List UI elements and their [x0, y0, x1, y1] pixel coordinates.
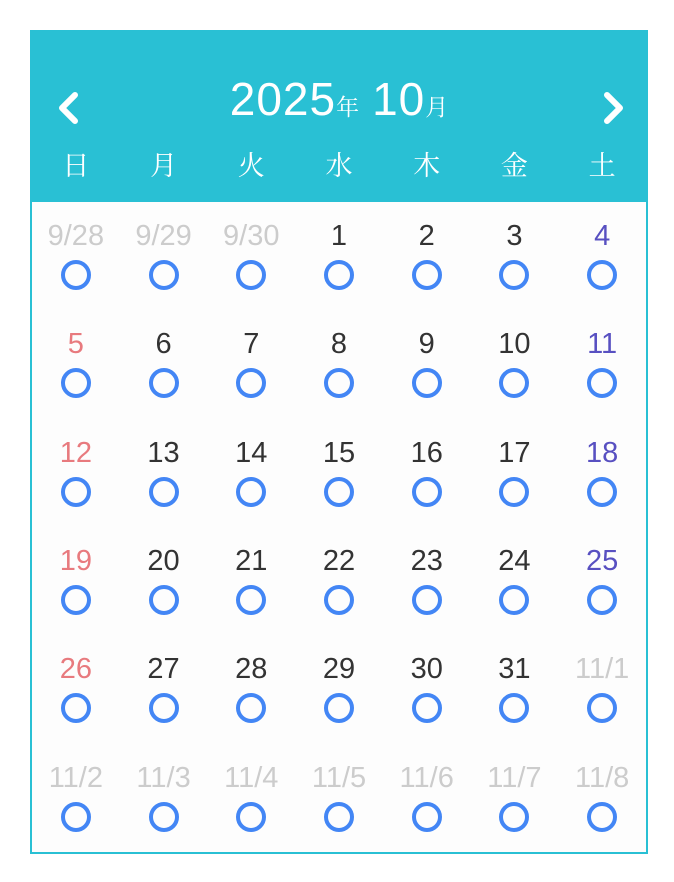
availability-circle-icon[interactable] — [324, 585, 354, 615]
date-label: 30 — [410, 653, 443, 686]
availability-circle-icon[interactable] — [236, 260, 266, 290]
day-cell — [32, 744, 120, 852]
day-cell — [383, 202, 471, 310]
calendar-widget — [30, 30, 648, 854]
availability-circle-icon[interactable] — [499, 802, 529, 832]
date-label: 16 — [410, 436, 443, 469]
date-label: 1 — [330, 220, 348, 253]
date-label: 11/3 — [136, 761, 191, 794]
availability-circle-icon[interactable] — [412, 802, 442, 832]
day-cell — [295, 419, 383, 527]
date-label: 10 — [498, 328, 531, 361]
day-cell — [207, 527, 295, 635]
day-cell — [120, 527, 208, 635]
weekday-label: 金 — [500, 150, 528, 181]
availability-circle-icon[interactable] — [61, 585, 91, 615]
availability-circle-icon[interactable] — [412, 477, 442, 507]
day-cell — [471, 635, 559, 743]
availability-circle-icon[interactable] — [499, 477, 529, 507]
day-cell — [471, 202, 559, 310]
day-cell — [471, 527, 559, 635]
date-label: 19 — [59, 545, 92, 578]
availability-circle-icon[interactable] — [412, 260, 442, 290]
availability-circle-icon[interactable] — [587, 477, 617, 507]
availability-circle-icon[interactable] — [61, 693, 91, 723]
date-label: 6 — [155, 328, 172, 361]
date-label: 11/5 — [311, 761, 367, 794]
availability-circle-icon[interactable] — [412, 585, 442, 615]
date-label: 17 — [498, 436, 531, 469]
date-label: 25 — [586, 545, 619, 578]
availability-circle-icon[interactable] — [499, 585, 529, 615]
date-label: 11/6 — [399, 761, 454, 794]
date-label: 28 — [235, 653, 268, 686]
weekday-label: 水 — [325, 150, 353, 181]
day-cell — [471, 419, 559, 527]
date-label: 14 — [235, 436, 268, 469]
date-label: 21 — [235, 545, 268, 578]
day-cell — [383, 419, 471, 527]
day-cell — [207, 202, 295, 310]
day-cell — [383, 527, 471, 635]
day-cell — [120, 310, 208, 418]
date-label: 29 — [322, 653, 356, 686]
day-cell — [32, 419, 120, 527]
day-cell — [295, 310, 383, 418]
calendar-nav-row — [32, 32, 646, 140]
day-cell — [558, 419, 646, 527]
availability-circle-icon[interactable] — [412, 368, 442, 398]
title-month-unit: 月 — [425, 94, 449, 120]
title-year: 2025 — [229, 73, 337, 125]
day-cell — [32, 202, 120, 310]
weekday-label: 日 — [62, 150, 90, 181]
day-cell — [120, 419, 208, 527]
availability-circle-icon[interactable] — [499, 368, 529, 398]
weekday-label: 土 — [588, 150, 616, 181]
availability-circle-icon[interactable] — [61, 368, 91, 398]
date-label: 22 — [322, 545, 356, 578]
day-cell — [32, 635, 120, 743]
day-cell — [120, 635, 208, 743]
date-label: 18 — [586, 436, 619, 469]
title-year-unit: 年 — [336, 94, 360, 120]
day-cell — [383, 310, 471, 418]
availability-circle-icon[interactable] — [324, 260, 354, 290]
date-label: 11/7 — [487, 761, 542, 794]
date-label: 11/1 — [574, 653, 630, 686]
day-cell — [471, 310, 559, 418]
next-month-button[interactable] — [592, 87, 636, 131]
day-cell — [207, 310, 295, 418]
availability-circle-icon[interactable] — [61, 260, 91, 290]
availability-circle-icon[interactable] — [499, 693, 529, 723]
day-cell — [558, 527, 646, 635]
availability-circle-icon[interactable] — [412, 693, 442, 723]
weekday-label: 木 — [413, 150, 441, 181]
day-cell — [383, 744, 471, 852]
day-cell — [207, 744, 295, 852]
availability-circle-icon[interactable] — [587, 260, 617, 290]
weekday-label: 火 — [237, 150, 265, 181]
day-cell — [558, 202, 646, 310]
day-cell — [558, 744, 646, 852]
availability-circle-icon[interactable] — [499, 260, 529, 290]
availability-circle-icon[interactable] — [587, 585, 617, 615]
calendar-header — [32, 32, 646, 202]
availability-circle-icon[interactable] — [236, 693, 266, 723]
day-cell — [558, 635, 646, 743]
date-label: 4 — [594, 220, 611, 253]
day-cell — [295, 527, 383, 635]
availability-circle-icon[interactable] — [236, 585, 266, 615]
date-label: 11/8 — [574, 761, 630, 794]
day-cell — [558, 310, 646, 418]
date-label: 27 — [147, 653, 180, 686]
availability-circle-icon[interactable] — [149, 693, 179, 723]
day-cell — [471, 744, 559, 852]
date-label: 15 — [322, 436, 356, 469]
availability-circle-icon[interactable] — [587, 802, 617, 832]
chevron-right-icon — [601, 90, 627, 129]
day-cell — [120, 202, 208, 310]
calendar-grid — [32, 202, 646, 852]
availability-circle-icon[interactable] — [149, 477, 179, 507]
day-cell — [32, 310, 120, 418]
availability-circle-icon[interactable] — [149, 802, 179, 832]
weekday-label: 月 — [150, 150, 178, 181]
date-label: 8 — [330, 328, 348, 361]
day-cell — [295, 635, 383, 743]
availability-circle-icon[interactable] — [236, 368, 266, 398]
day-cell — [120, 744, 208, 852]
availability-circle-icon[interactable] — [61, 802, 91, 832]
availability-circle-icon[interactable] — [236, 802, 266, 832]
day-cell — [383, 635, 471, 743]
availability-circle-icon[interactable] — [149, 368, 179, 398]
availability-circle-icon[interactable] — [236, 477, 266, 507]
day-cell — [295, 202, 383, 310]
availability-circle-icon[interactable] — [587, 693, 617, 723]
date-label: 2 — [418, 220, 435, 253]
day-cell — [207, 635, 295, 743]
date-label: 11/4 — [224, 761, 279, 794]
date-label: 20 — [147, 545, 180, 578]
availability-circle-icon[interactable] — [149, 260, 179, 290]
date-label: 31 — [498, 653, 531, 686]
date-label: 11 — [587, 328, 618, 361]
availability-circle-icon[interactable] — [149, 585, 179, 615]
date-label: 9/29 — [135, 220, 192, 253]
day-cell — [295, 744, 383, 852]
date-label: 9/28 — [47, 220, 105, 253]
date-label: 23 — [410, 545, 443, 578]
date-label: 26 — [59, 653, 92, 686]
day-cell — [207, 419, 295, 527]
chevron-left-icon — [55, 90, 81, 129]
day-cell — [32, 527, 120, 635]
availability-circle-icon[interactable] — [61, 477, 91, 507]
availability-circle-icon[interactable] — [324, 802, 354, 832]
date-label: 12 — [59, 436, 92, 469]
prev-month-button[interactable] — [46, 87, 90, 131]
availability-circle-icon[interactable] — [324, 368, 354, 398]
date-label: 9 — [418, 328, 435, 361]
weekday-row — [32, 140, 646, 202]
date-label: 11/2 — [48, 761, 103, 794]
title-month: 10 — [372, 73, 426, 125]
date-label: 9/30 — [223, 220, 280, 253]
availability-circle-icon[interactable] — [324, 693, 354, 723]
date-label: 24 — [498, 545, 531, 578]
date-label: 5 — [67, 328, 84, 361]
date-label: 7 — [243, 328, 260, 361]
availability-circle-icon[interactable] — [587, 368, 617, 398]
calendar-title — [229, 73, 449, 125]
date-label: 3 — [506, 220, 523, 253]
availability-circle-icon[interactable] — [324, 477, 354, 507]
date-label: 13 — [147, 436, 180, 469]
